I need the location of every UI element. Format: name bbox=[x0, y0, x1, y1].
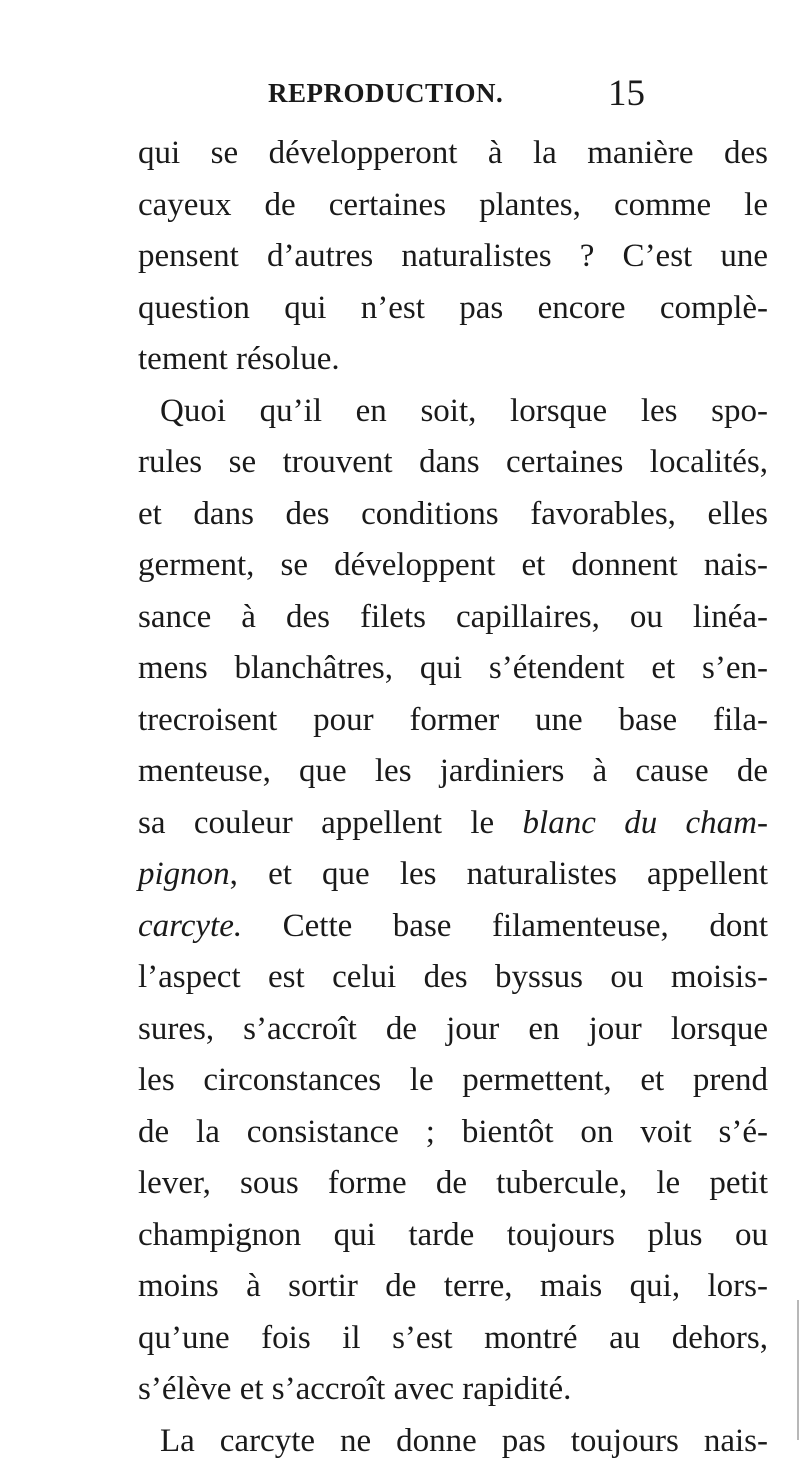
text-line: germent, se développent et donnent nais- bbox=[138, 540, 768, 592]
text-line: pignon, et que les naturalistes appellent bbox=[138, 849, 768, 901]
text-line: tement résolue. bbox=[138, 334, 768, 386]
text-line: champignon qui tarde toujours plus ou bbox=[138, 1210, 768, 1262]
text-line: qui se développeront à la manière des bbox=[138, 128, 768, 180]
text-line: cayeux de certaines plantes, comme le bbox=[138, 180, 768, 232]
text-line: carcyte. Cette base filamenteuse, dont bbox=[138, 901, 768, 953]
page-number: 15 bbox=[608, 72, 645, 115]
text-line: qu’une fois il s’est montré au dehors, bbox=[138, 1313, 768, 1365]
text-line: question qui n’est pas encore complè- bbox=[138, 283, 768, 335]
text-line: La carcyte ne donne pas toujours nais- bbox=[138, 1416, 768, 1467]
page-edge-rule bbox=[797, 1300, 799, 1440]
text-line: sures, s’accroît de jour en jour lorsque bbox=[138, 1004, 768, 1056]
text-line: lever, sous forme de tubercule, le petit bbox=[138, 1158, 768, 1210]
text-line: sance à des filets capillaires, ou linéa- bbox=[138, 592, 768, 644]
text-line: les circonstances le permettent, et prend bbox=[138, 1055, 768, 1107]
text-line: menteuse, que les jardiniers à cause de bbox=[138, 746, 768, 798]
text-line: sa couleur appellent le blanc du cham- bbox=[138, 798, 768, 850]
text-line: s’élève et s’accroît avec rapidité. bbox=[138, 1364, 768, 1416]
italic-term: carcyte. bbox=[138, 908, 242, 944]
text-line: moins à sortir de terre, mais qui, lors- bbox=[138, 1261, 768, 1313]
italic-term: pignon bbox=[138, 856, 230, 892]
running-title: REPRODUCTION. bbox=[268, 78, 503, 109]
italic-term: blanc du cham- bbox=[523, 805, 768, 841]
text-line: mens blanchâtres, qui s’étendent et s’en- bbox=[138, 643, 768, 695]
text-line: rules se trouvent dans certaines localités, bbox=[138, 437, 768, 489]
text-line: l’aspect est celui des byssus ou moisis- bbox=[138, 952, 768, 1004]
text-line: trecroisent pour former une base fila- bbox=[138, 695, 768, 747]
text-line: pensent d’autres naturalistes ? C’est une bbox=[138, 231, 768, 283]
text-line: de la consistance ; bientôt on voit s’é- bbox=[138, 1107, 768, 1159]
text-line: et dans des conditions favorables, elles bbox=[138, 489, 768, 541]
text-line: Quoi qu’il en soit, lorsque les spo- bbox=[138, 386, 768, 438]
body-text bbox=[138, 128, 768, 1467]
